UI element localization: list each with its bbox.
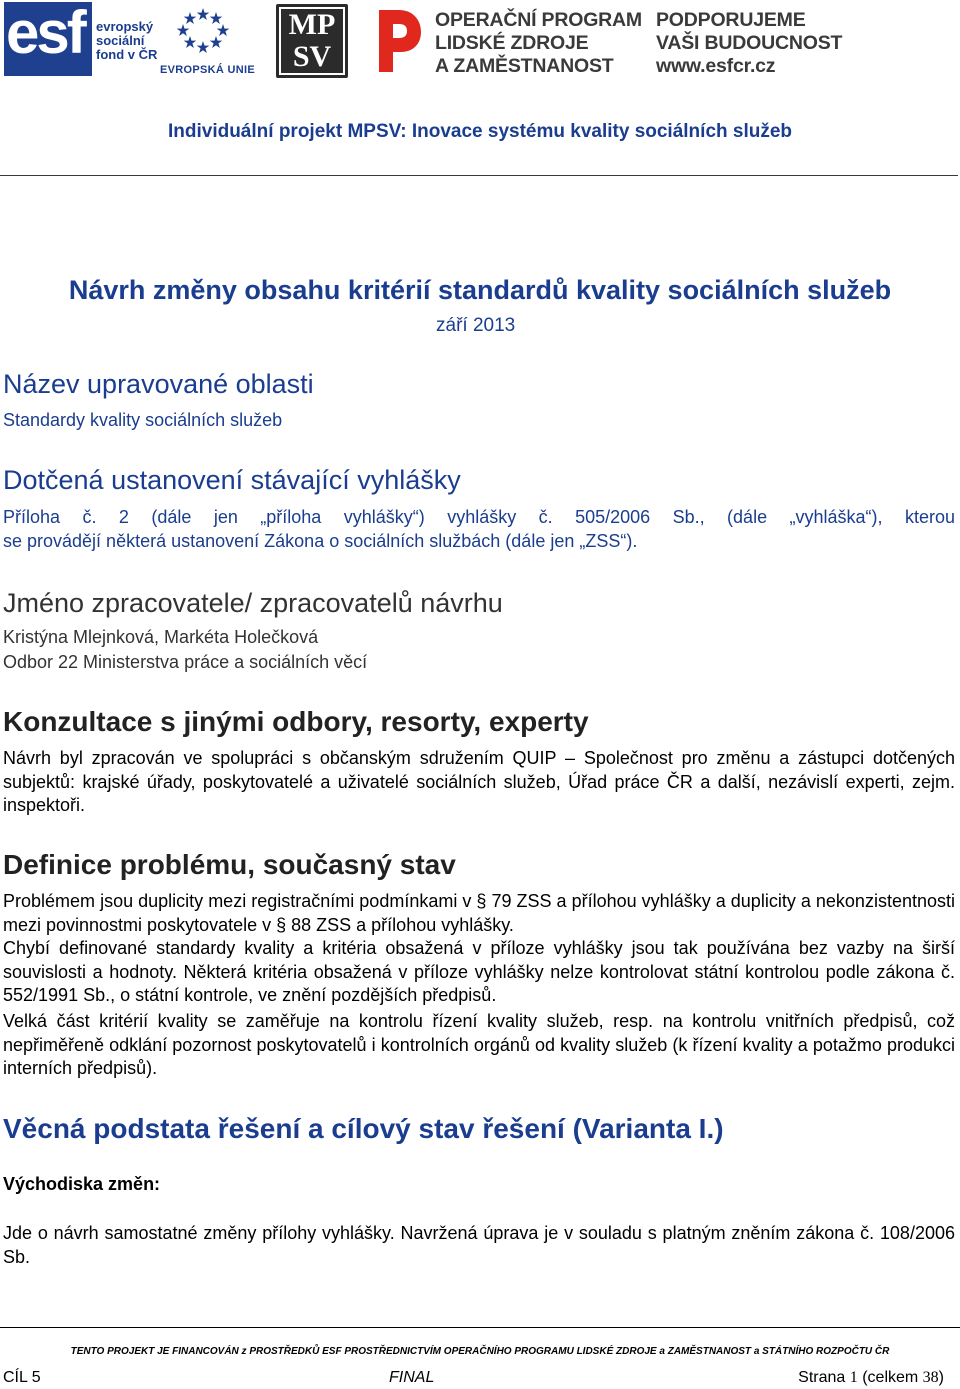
mpsv-line-2: SV (292, 40, 332, 73)
mpsv-logo (276, 4, 348, 78)
footer-page-number: 1 (849, 1369, 858, 1386)
section-heading-vecna: Věcná podstata řešení a cílový stav řešení (Varianta I.) (3, 1113, 724, 1144)
op-lzz-logo (375, 8, 642, 78)
document-date: září 2013 (436, 315, 516, 336)
section-heading-konzultace: Konzultace s jinými odbory, resorty, experty (3, 706, 589, 737)
op-line-1: OPERAČNÍ PROGRAM (435, 9, 642, 31)
footer-page-suffix: ) (938, 1369, 944, 1386)
footer-row (0, 1369, 960, 1389)
op-line-2: LIDSKÉ ZDROJE (435, 32, 589, 54)
section-text-dotcena-line1: Příloha č. 2 (dále jen „příloha vyhlášky“) vyhlášky č. 505/2006 Sb., (dále „vyhláška“), kterou (3, 507, 955, 527)
section-subheading-vychodiska: Východiska změn: (3, 1174, 161, 1194)
eu-label: EVROPSKÁ UNIE (160, 64, 255, 76)
document-title: Návrh změny obsahu kritérií standardů kvality sociálních služeb (68, 275, 892, 305)
esf-line-1: evropský (96, 19, 154, 34)
esf-logo-lines (96, 20, 157, 62)
footer-left-label: CÍL 5 (3, 1369, 41, 1386)
section-text-definice-p1: Problémem jsou duplicity mezi registračními podmínkami v § 79 ZSS a přílohou vyhlášky a duplicity a nekonzistentnosti mezi povinnostmi poskytovatele v § 88 ZSS a přílohou vyhlášky. (3, 891, 955, 935)
footer-page-prefix: Strana (798, 1369, 850, 1386)
section-text-definice-p3: Velká část kritérií kvality se zaměřuje na kontrolu řízení kvality služeb, resp. na kontrolu vnitřních předpisů, což nepřiměřeně odklání pozornost poskytovatelů i kontrolních orgánů od kvality služeb (k řízení kvality a potažmo produkci interních předpisů). (3, 1011, 955, 1078)
footer-page-info (798, 1369, 944, 1387)
section-heading-definice: Definice problému, současný stav (3, 849, 456, 880)
section-heading-dotcena: Dotčená ustanovení stávající vyhlášky (3, 465, 461, 495)
eu-flag-icon (160, 4, 246, 62)
esf-logo (0, 0, 255, 80)
mpsv-line-1: MP (288, 8, 336, 41)
section-heading-nazev: Název upravované oblasti (3, 369, 314, 399)
esf-logo-mark (4, 2, 92, 76)
pod-line-3: www.esfcr.cz (656, 55, 776, 77)
footer-page-mid: (celkem (857, 1369, 923, 1386)
footer-page-total: 38 (922, 1369, 939, 1386)
op-logo-icon (375, 8, 425, 74)
esf-logo-word: esf (6, 0, 84, 66)
esf-line-2: sociální (96, 33, 145, 48)
section-text-dotcena-line2: se provádějí některá ustanovení Zákona o sociálních službách (dále jen „ZSS“). (3, 531, 638, 551)
header-divider (0, 175, 958, 176)
footer-financing-note: TENTO PROJEKT JE FINANCOVÁN z PROSTŘEDKŮ ESF PROSTŘEDNICTVÍM OPERAČNÍHO PROGRAMU LIDSKÉ ZDROJE a ZAMĚSTNANOST a STÁTNÍHO ROZPOČTU ČR (70, 1346, 890, 1357)
section-heading-jmeno: Jméno zpracovatele/ zpracovatelů návrhu (3, 588, 503, 618)
podporujeme-logo (652, 8, 843, 78)
section-text-konzultace: Návrh byl zpracován ve spolupráci s občanským sdružením QUIP – Společnost pro změnu a zástupci dotčených subjektů: krajské úřady, poskytovatelé a uživatelé sociálních služeb, Úřad práce ČR a další, nezávislí experti, zejm. inspektoři. (3, 748, 955, 815)
footer-status: FINAL (389, 1369, 435, 1386)
section-text-vecna: Jde o návrh samostatné změny přílohy vyhlášky. Navržená úprava je v souladu s platným zněním zákona č. 108/2006 Sb. (3, 1223, 955, 1267)
op-line-3: A ZAMĚSTNANOST (435, 55, 614, 77)
esf-line-3: fond v ČR (96, 47, 158, 62)
section-text-jmeno-department: Odbor 22 Ministerstva práce a sociálních věcí (3, 652, 368, 672)
footer-divider (0, 1327, 960, 1328)
project-header: Individuální projekt MPSV: Inovace systému kvality sociálních služeb (167, 121, 793, 142)
section-text-jmeno-authors: Kristýna Mlejnková, Markéta Holečková (3, 627, 319, 647)
section-text-nazev: Standardy kvality sociálních služeb (3, 410, 283, 430)
pod-line-2: VAŠI BUDOUCNOST (656, 32, 843, 54)
section-text-definice-p2: Chybí definované standardy kvality a kritéria obsažená v příloze vyhlášky jsou tak používána bez vazby na širší souvislosti a hodnoty. Některá kritéria obsažená v příloze vyhlášky nelze kontrolovat státní kontrolou podle zákona č. 552/1991 Sb., o státní kontrole, ve znění pozdějších předpisů. (3, 938, 955, 1005)
pod-line-1: PODPORUJEME (656, 9, 806, 31)
